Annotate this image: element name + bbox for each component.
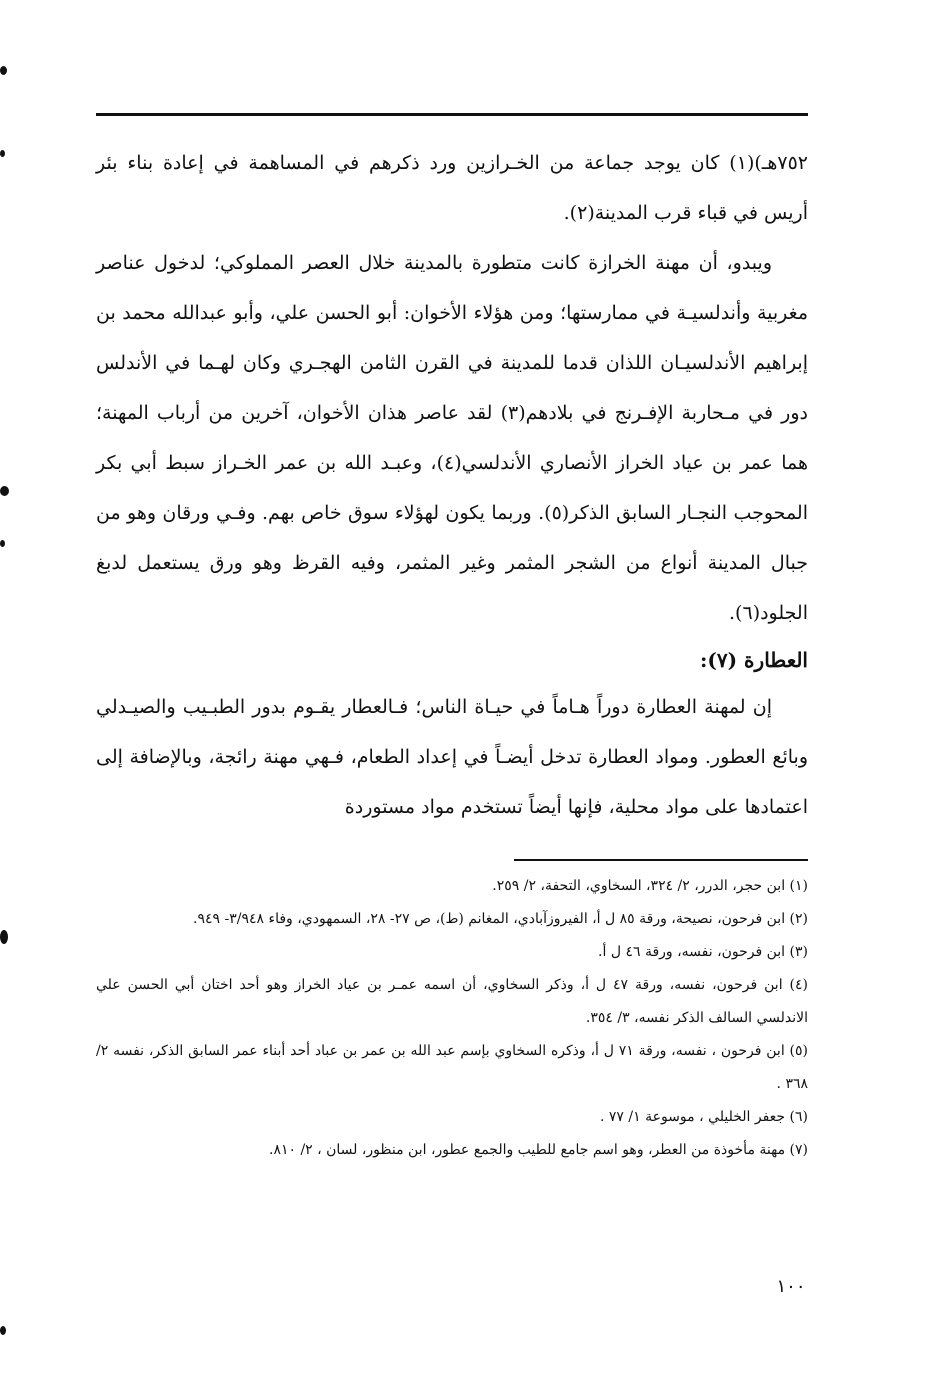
footnote-6: (٦) جعفر الخليلي ، موسوعة ١/ ٧٧ . — [599, 1109, 808, 1125]
scan-mark — [0, 1326, 6, 1335]
paragraph-1: ٧٥٢هـ)(١) كان يوجد جماعة من الخـرازين ورد ذكرهم في المساهمة في إعادة بناء بئر أريس في قباء قرب المدينة(٢). — [96, 152, 808, 224]
scan-mark — [0, 930, 8, 944]
page-number: ١٠٠ — [776, 1276, 806, 1297]
scan-mark — [0, 540, 5, 547]
footnote-5: (٥) ابن فرحون ، نفسه، ورقة ٧١ ل أ، وذكره السخاوي بإسم عبد الله بن عمر بن عباد أحد أبناء عمر السابق الذكر، نفسه ٢/ ٣٦٨ . — [96, 1043, 808, 1092]
scan-mark — [0, 486, 9, 496]
footnote-1: (١) ابن حجر، الدرر، ٢/ ٣٢٤، السخاوي، التحفة، ٢/ ٢٥٩. — [492, 878, 808, 894]
scan-mark — [0, 150, 5, 157]
paragraph-2: ويبدو، أن مهنة الخرازة كانت متطورة بالمدينة خلال العصر المملوكي؛ لدخول عناصر مغربية وأندلسيـة في ممارستها؛ ومن هؤلاء الأخوان: أبو الحسن علي، وأبو عبدالله محمد بن إبراهيم الأندلسيـان اللذان قدما للمدينة في القرن الثامن الهجـري وكان لهـما في الأندلس دور في مـحاربة الإفـرنج في بلادهم(٣) لقد عاصر هذان الأخوان، آخرين من أرباب المهنة؛ هما عمر بن عياد الخراز الأنصاري الأندلسي(٤)، وعبـد الله بن عمر الخـراز سبط أبي بكر المحوجب النجـار السابق الذكر(٥). وربما يكون لهؤلاء سوق خاص بهم. وفـي ورقان وهو من جبال المدينة أنواع من الشجر المثمر وغير المثمر، وفيه القرظ وهو ورق يستعمل لدبغ الجلود(٦). — [96, 252, 808, 624]
footnote-rule — [514, 859, 808, 861]
top-rule — [96, 113, 808, 116]
footnote-4: (٤) ابن فرحون، نفسه، ورقة ٤٧ ل أ، وذكر السخاوي، أن اسمه عمـر بن عياد الخراز وهو أحد اختان أبي الحسن علي الاندلسي السالف الذكر نفسه، ٣/ ٣٥٤. — [96, 977, 808, 1026]
footnotes — [96, 870, 808, 1167]
footnote-7: (٧) مهنة مأخوذة من العطر، وهو اسم جامع للطيب والجمع عطور، ابن منظور، لسان ، ٢/ ٨١٠. — [268, 1142, 808, 1158]
paragraph-3: إن لمهنة العطارة دوراً هـاماً في حيـاة الناس؛ فـالعطار يقـوم بدور الطبـيب والصيـدلي وبائع العطور. ومواد العطارة تدخل أيضـاً في إعداد الطعام، فـهي مهنة رائجة، وبالإضافة إلى اعتمادها على مواد محلية، فإنها أيضاً تستخدم مواد مستوردة — [96, 696, 808, 818]
section-heading: العطارة (٧): — [700, 648, 808, 672]
footnote-2: (٢) ابن فرحون، نصيحة، ورقة ٨٥ ل أ، الفيروزآبادي، المغانم (ط)، ص ٢٧- ٢٨، السمهودي، وفاء ٣/٩٤٨- ٩٤٩. — [193, 911, 808, 927]
body-text — [96, 138, 808, 832]
footnote-3: (٣) ابن فرحون، نفسه، ورقة ٤٦ ل أ. — [598, 944, 808, 960]
scan-mark — [0, 66, 7, 75]
